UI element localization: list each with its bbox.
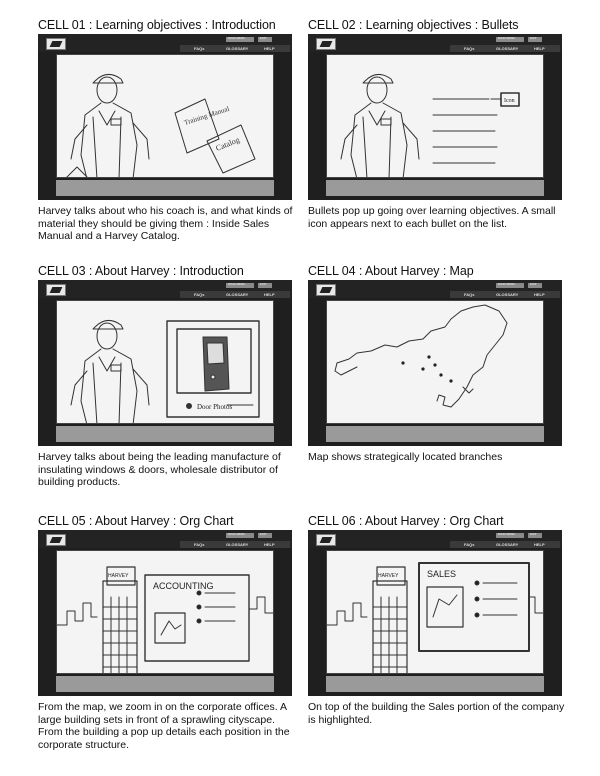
- cell-title: CELL 03 : About Harvey : Introduction: [38, 264, 244, 278]
- mockup-frame: [38, 280, 292, 446]
- sketch-label: Door Photos: [197, 403, 233, 411]
- storyboard-cell-06: [308, 514, 564, 726]
- main-menu-button: MAIN MENU: [226, 533, 254, 538]
- mockup-screen: [56, 54, 274, 178]
- branch-dots: [401, 355, 452, 382]
- mockup-screen: [326, 54, 544, 178]
- sketch-label: HARVEY: [108, 573, 129, 579]
- harvey-logo-icon: [316, 38, 336, 50]
- mockup-frame: [308, 530, 562, 696]
- mockup-screen: [56, 550, 274, 674]
- sketch-label: SALES: [427, 569, 457, 579]
- mockup-footer: [56, 426, 274, 442]
- main-menu-button: MAIN MENU: [496, 283, 524, 288]
- nav-faqs: FAQs: [464, 542, 475, 547]
- mockup-frame: [38, 34, 292, 200]
- sketch-label: Icon: [504, 98, 515, 104]
- harvey-logo-icon: [46, 534, 66, 546]
- mockup-header: [308, 280, 562, 298]
- nav-glossary: GLOSSARY: [496, 46, 519, 51]
- sketch-label: HARVEY: [378, 573, 399, 579]
- nav-glossary: GLOSSARY: [496, 542, 519, 547]
- nav-help: HELP: [534, 542, 545, 547]
- mockup-header: [38, 34, 292, 52]
- storyboard-cell-01: [38, 18, 294, 243]
- main-menu-button: MAIN MENU: [226, 283, 254, 288]
- storyboard-cell-03: [38, 264, 294, 489]
- mockup-frame: [308, 280, 562, 446]
- harvey-building: [373, 567, 407, 674]
- nav-help: HELP: [264, 46, 275, 51]
- cell-title: CELL 01 : Learning objectives : Introduction: [38, 18, 276, 32]
- mockup-nav: [180, 45, 290, 52]
- main-menu-button: MAIN MENU: [496, 533, 524, 538]
- coastline: [335, 305, 507, 407]
- mockup-frame: [308, 34, 562, 200]
- harvey-logo-icon: [316, 534, 336, 546]
- mockup-footer: [326, 676, 544, 692]
- sketch-label: Training Manual: [183, 104, 231, 127]
- nav-faqs: FAQs: [464, 292, 475, 297]
- cell-description: Bullets pop up going over learning objectives. A small icon appears next to each bullet on the list.: [308, 205, 556, 230]
- cell-description: Harvey talks about being the leading manufacture of insulating windows & doors, wholesale distributor of building products.: [38, 451, 281, 489]
- sketch-label: ACCOUNTING: [153, 581, 214, 591]
- mockup-frame: [38, 530, 292, 696]
- mockup-screen: [326, 550, 544, 674]
- nav-faqs: FAQs: [194, 292, 205, 297]
- nav-glossary: GLOSSARY: [226, 292, 249, 297]
- mockup-header: [308, 34, 562, 52]
- exit-button: EXIT: [528, 283, 542, 288]
- mockup-header: [38, 530, 292, 548]
- sketch-harvey-with-materials: [57, 55, 274, 178]
- mockup-nav: [450, 45, 560, 52]
- storyboard-cell-02: [308, 18, 564, 230]
- mockup-nav: [180, 541, 290, 548]
- storyboard-cell-05: [38, 514, 294, 751]
- mockup-screen: [56, 300, 274, 424]
- exit-button: EXIT: [258, 533, 272, 538]
- cell-description: Harvey talks about who his coach is, and what kinds of material they should be giving them : Inside Sales Manual and a Harvey Catalog.: [38, 205, 293, 243]
- harvey-logo-icon: [316, 284, 336, 296]
- harvey-logo-icon: [46, 284, 66, 296]
- nav-faqs: FAQs: [464, 46, 475, 51]
- sketch-harvey-with-door-photo: [57, 301, 274, 424]
- harvey-logo-icon: [46, 38, 66, 50]
- storyboard-cell-04: [308, 264, 564, 464]
- cell-title: CELL 05 : About Harvey : Org Chart: [38, 514, 234, 528]
- cell-title: CELL 06 : About Harvey : Org Chart: [308, 514, 504, 528]
- mockup-header: [38, 280, 292, 298]
- nav-help: HELP: [534, 46, 545, 51]
- mockup-screen: [326, 300, 544, 424]
- nav-glossary: GLOSSARY: [226, 542, 249, 547]
- mockup-footer: [56, 180, 274, 196]
- sketch-building-sales: [327, 551, 544, 674]
- exit-button: EXIT: [258, 37, 272, 42]
- cell-description: From the map, we zoom in on the corporate offices. A large building sets in front of a sprawling cityscape. From the building a pop up details each position in the corporate structure.: [38, 701, 290, 751]
- nav-glossary: GLOSSARY: [496, 292, 519, 297]
- main-menu-button: MAIN MENU: [226, 37, 254, 42]
- nav-help: HELP: [534, 292, 545, 297]
- mockup-nav: [180, 291, 290, 298]
- nav-faqs: FAQs: [194, 46, 205, 51]
- mockup-footer: [326, 180, 544, 196]
- mockup-nav: [450, 541, 560, 548]
- mockup-nav: [450, 291, 560, 298]
- mockup-header: [308, 530, 562, 548]
- nav-help: HELP: [264, 292, 275, 297]
- exit-button: EXIT: [528, 533, 542, 538]
- exit-button: EXIT: [258, 283, 272, 288]
- main-menu-button: MAIN MENU: [496, 37, 524, 42]
- sketch-harvey-with-bullets: [327, 55, 544, 178]
- nav-glossary: GLOSSARY: [226, 46, 249, 51]
- sketch-coastline-map: [327, 301, 544, 424]
- harvey-building: [103, 567, 137, 674]
- sketch-building-accounting: [57, 551, 274, 674]
- cell-description: Map shows strategically located branches: [308, 451, 503, 463]
- cell-title: CELL 04 : About Harvey : Map: [308, 264, 474, 278]
- mockup-footer: [326, 426, 544, 442]
- mockup-footer: [56, 676, 274, 692]
- exit-button: EXIT: [528, 37, 542, 42]
- cell-description: On top of the building the Sales portion of the company is highlighted.: [308, 701, 565, 726]
- sketch-label: Catalog: [214, 135, 241, 153]
- nav-help: HELP: [264, 542, 275, 547]
- cell-title: CELL 02 : Learning objectives : Bullets: [308, 18, 519, 32]
- nav-faqs: FAQs: [194, 542, 205, 547]
